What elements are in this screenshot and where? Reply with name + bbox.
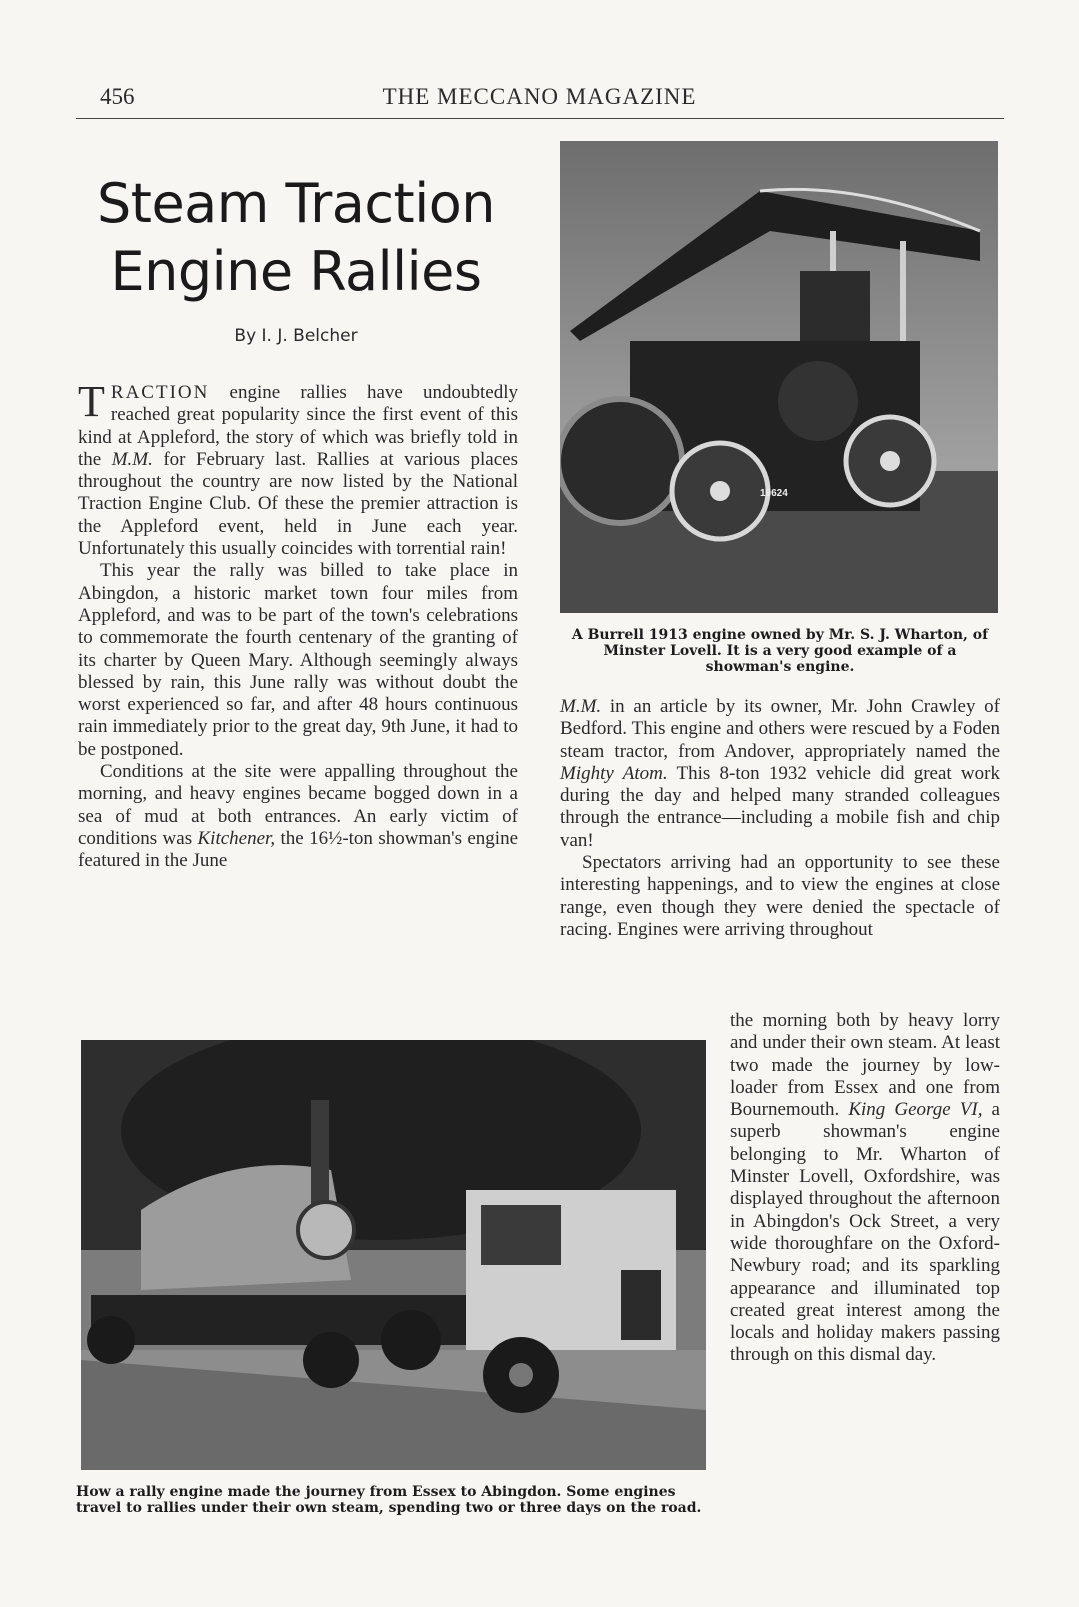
magazine-title: THE MECCANO MAGAZINE	[382, 84, 697, 109]
italic-kitchener: Kitchener,	[197, 827, 276, 849]
column-right	[560, 696, 1000, 941]
paragraph-text: for February last. Rallies at various places throughout the country are now listed by the National Traction Engine Club. Of these the premier attraction is the Appleford event, held in June each year. Unfortunately this usually coincides with torrential rain!	[78, 448, 518, 560]
paragraph-text: the morning both by heavy lorry and under their own steam. At least two made the journey by low-loader from Essex and one from Bournemouth.	[730, 1010, 1000, 1121]
paragraph-5: Spectators arriving had an opportunity to see these interesting happenings, and to view the engines at close range, even though they were denied the spectacle of racing. Engines were arriving throughout	[560, 852, 1000, 940]
header-rule	[76, 118, 1004, 119]
italic-mighty-atom: Mighty Atom.	[560, 762, 668, 784]
paragraph-text: a superb showman's engine belonging to Mr. Wharton of Minster Lovell, Oxfordshire, was displayed throughout the afternoon in Abingdon's Ock Street, a very wide thoroughfare on the Oxford-Newbury road; and its sparkling appearance and illuminated top created great interest among the locals and holiday makers passing through on this dismal day.	[730, 1099, 1000, 1366]
paragraph-2: This year the rally was billed to take place in Abingdon, a historic market town four miles from Appleford, and was to be part of the town's celebrations to commemorate the fourth centenary of the granting of its charter by Queen Mary. Although seemingly always blessed by rain, this June rally was without doubt the worst experienced so far, and after 48 hours continuous rain immediately prior to the great day, 9th June, it had to be postponed.	[78, 560, 518, 760]
photo-burrell-engine	[560, 141, 998, 613]
paragraph-text: Conditions at the site were appalling throughout the morning, and heavy engines became bogged down in a sea of mud at both entrances. An early victim of conditions was	[78, 761, 518, 849]
paragraph-text: engine rallies have undoubtedly reached great popularity since the first event of this kind at Appleford, the story of which was briefly told in the	[78, 382, 518, 470]
italic-king-george: King George VI,	[848, 1099, 983, 1121]
article-title	[76, 170, 516, 306]
paragraph-text: the 16½-ton showman's engine featured in the June	[78, 827, 518, 872]
column-right-continued	[730, 1010, 1000, 1367]
photo-low-loader	[81, 1040, 706, 1470]
registration-plate: 19624	[760, 488, 788, 499]
paragraph-4	[560, 696, 1000, 852]
title-line-1: Steam Traction	[97, 172, 495, 235]
column-left	[78, 377, 518, 873]
drop-cap: T	[78, 377, 105, 426]
italic-mm: M.M.	[560, 696, 602, 717]
paragraph-3	[78, 761, 518, 872]
paragraph-1	[78, 377, 518, 560]
byline: By I. J. Belcher	[234, 326, 358, 346]
paragraph-5-continued	[730, 1010, 1000, 1367]
title-line-2: Engine Rallies	[110, 240, 482, 303]
paragraph-text: This 8-ton 1932 vehicle did great work during the day and helped many stranded colleagues through the entrance—including a mobile fish and chip van!	[560, 762, 1000, 851]
small-caps-lead: RACTION	[110, 382, 210, 403]
page-number: 456	[100, 84, 135, 109]
italic-mm: M.M.	[111, 448, 153, 470]
paragraph-text: in an article by its owner, Mr. John Crawley of Bedford. This engine and others were rescued by a Foden steam tractor, from Andover, appropriately named the	[560, 696, 1000, 762]
photo-1-caption: A Burrell 1913 engine owned by Mr. S. J. Wharton, of Minster Lovell. It is a very good example of a showman's engine.	[571, 627, 989, 675]
photo-2-caption: How a rally engine made the journey from Essex to Abingdon. Some engines travel to rallies under their own steam, spending two or three days on the road.	[76, 1484, 702, 1516]
